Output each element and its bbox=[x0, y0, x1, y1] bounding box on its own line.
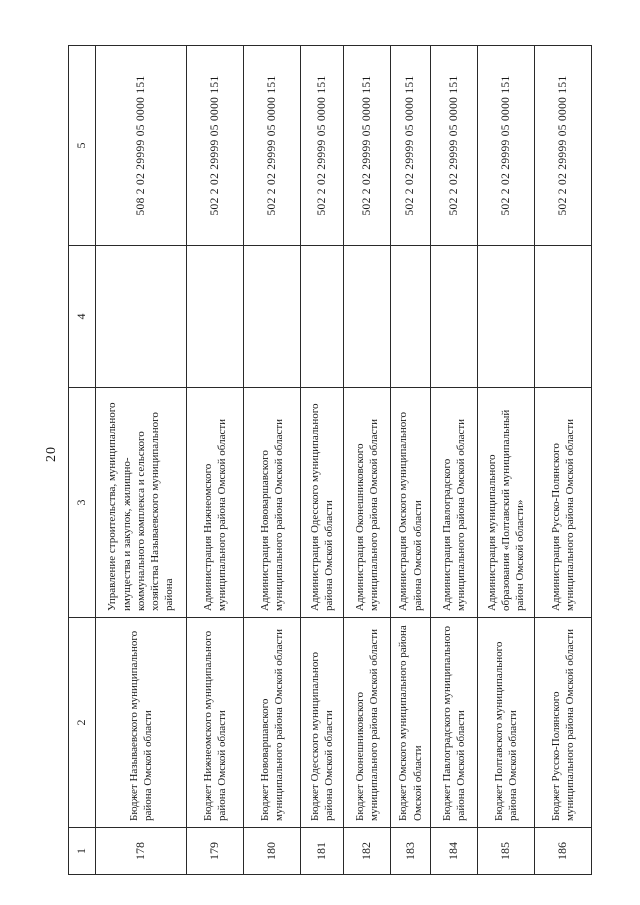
column-header: 2 bbox=[69, 618, 96, 828]
column-4-cell bbox=[391, 246, 431, 388]
administrator-cell: Администрация Одесского муниципального района Омской области bbox=[301, 388, 344, 618]
table-row bbox=[96, 46, 187, 875]
administrator-cell: Администрация Русско-Полянского муниципального района Омской области bbox=[535, 388, 592, 618]
table-header-row bbox=[69, 46, 96, 875]
row-number: 182 bbox=[344, 828, 391, 875]
budget-code-cell: 502 2 02 29999 05 0000 151 bbox=[478, 46, 535, 246]
column-header: 4 bbox=[69, 246, 96, 388]
table-row bbox=[344, 46, 391, 875]
table-row bbox=[391, 46, 431, 875]
budget-code-cell: 502 2 02 29999 05 0000 151 bbox=[344, 46, 391, 246]
budget-code-cell: 502 2 02 29999 05 0000 151 bbox=[301, 46, 344, 246]
administrator-cell: Администрация Оконешниковского муниципального района Омской области bbox=[344, 388, 391, 618]
table-row bbox=[478, 46, 535, 875]
budget-code-cell: 502 2 02 29999 05 0000 151 bbox=[187, 46, 244, 246]
administrator-cell: Администрация Нижнеомского муниципального района Омской области bbox=[187, 388, 244, 618]
budget-code-cell: 502 2 02 29999 05 0000 151 bbox=[391, 46, 431, 246]
page-number: 20 bbox=[44, 446, 59, 462]
row-number: 184 bbox=[431, 828, 478, 875]
administrator-cell: Администрация Павлоградского муниципального района Омской области bbox=[431, 388, 478, 618]
column-4-cell bbox=[187, 246, 244, 388]
table-row bbox=[301, 46, 344, 875]
administrator-cell: Администрация муниципального образования «Полтавский муниципальный район Омской области» bbox=[478, 388, 535, 618]
column-header: 1 bbox=[69, 828, 96, 875]
budget-cell: Бюджет Называевского муниципального района Омской области bbox=[96, 618, 187, 828]
row-number: 180 bbox=[244, 828, 301, 875]
budget-code-cell: 502 2 02 29999 05 0000 151 bbox=[535, 46, 592, 246]
row-number: 183 bbox=[391, 828, 431, 875]
budget-code-cell: 502 2 02 29999 05 0000 151 bbox=[244, 46, 301, 246]
administrator-cell: Управление строительства, муниципального имущества и закупок, жилищно-коммунального комплекса и сельского хозяйства Называевского муниципального района bbox=[96, 388, 187, 618]
table-row bbox=[431, 46, 478, 875]
row-number: 181 bbox=[301, 828, 344, 875]
table-row bbox=[244, 46, 301, 875]
column-4-cell bbox=[535, 246, 592, 388]
budget-cell: Бюджет Павлоградского муниципального района Омской области bbox=[431, 618, 478, 828]
budget-cell: Бюджет Нижнеомского муниципального района Омской области bbox=[187, 618, 244, 828]
row-number: 178 bbox=[96, 828, 187, 875]
column-header: 5 bbox=[69, 46, 96, 246]
column-4-cell bbox=[96, 246, 187, 388]
budget-cell: Бюджет Русско-Полянского муниципального района Омской области bbox=[535, 618, 592, 828]
administrator-cell: Администрация Нововаршавского муниципального района Омской области bbox=[244, 388, 301, 618]
table-row bbox=[535, 46, 592, 875]
column-4-cell bbox=[301, 246, 344, 388]
budget-cell: Бюджет Оконешниковского муниципального района Омской области bbox=[344, 618, 391, 828]
budget-cell: Бюджет Полтавского муниципального района Омской области bbox=[478, 618, 535, 828]
budget-table bbox=[68, 45, 592, 875]
row-number: 185 bbox=[478, 828, 535, 875]
budget-code-cell: 508 2 02 29999 05 0000 151 bbox=[96, 46, 187, 246]
budget-cell: Бюджет Омского муниципального района Омской области bbox=[391, 618, 431, 828]
column-4-cell bbox=[431, 246, 478, 388]
row-number: 179 bbox=[187, 828, 244, 875]
table-row bbox=[187, 46, 244, 875]
budget-code-cell: 502 2 02 29999 05 0000 151 bbox=[431, 46, 478, 246]
column-4-cell bbox=[244, 246, 301, 388]
column-4-cell bbox=[478, 246, 535, 388]
row-number: 186 bbox=[535, 828, 592, 875]
column-4-cell bbox=[344, 246, 391, 388]
budget-cell: Бюджет Нововаршавского муниципального района Омской области bbox=[244, 618, 301, 828]
column-header: 3 bbox=[69, 388, 96, 618]
budget-cell: Бюджет Одесского муниципального района Омской области bbox=[301, 618, 344, 828]
administrator-cell: Администрация Омского муниципального района Омской области bbox=[391, 388, 431, 618]
